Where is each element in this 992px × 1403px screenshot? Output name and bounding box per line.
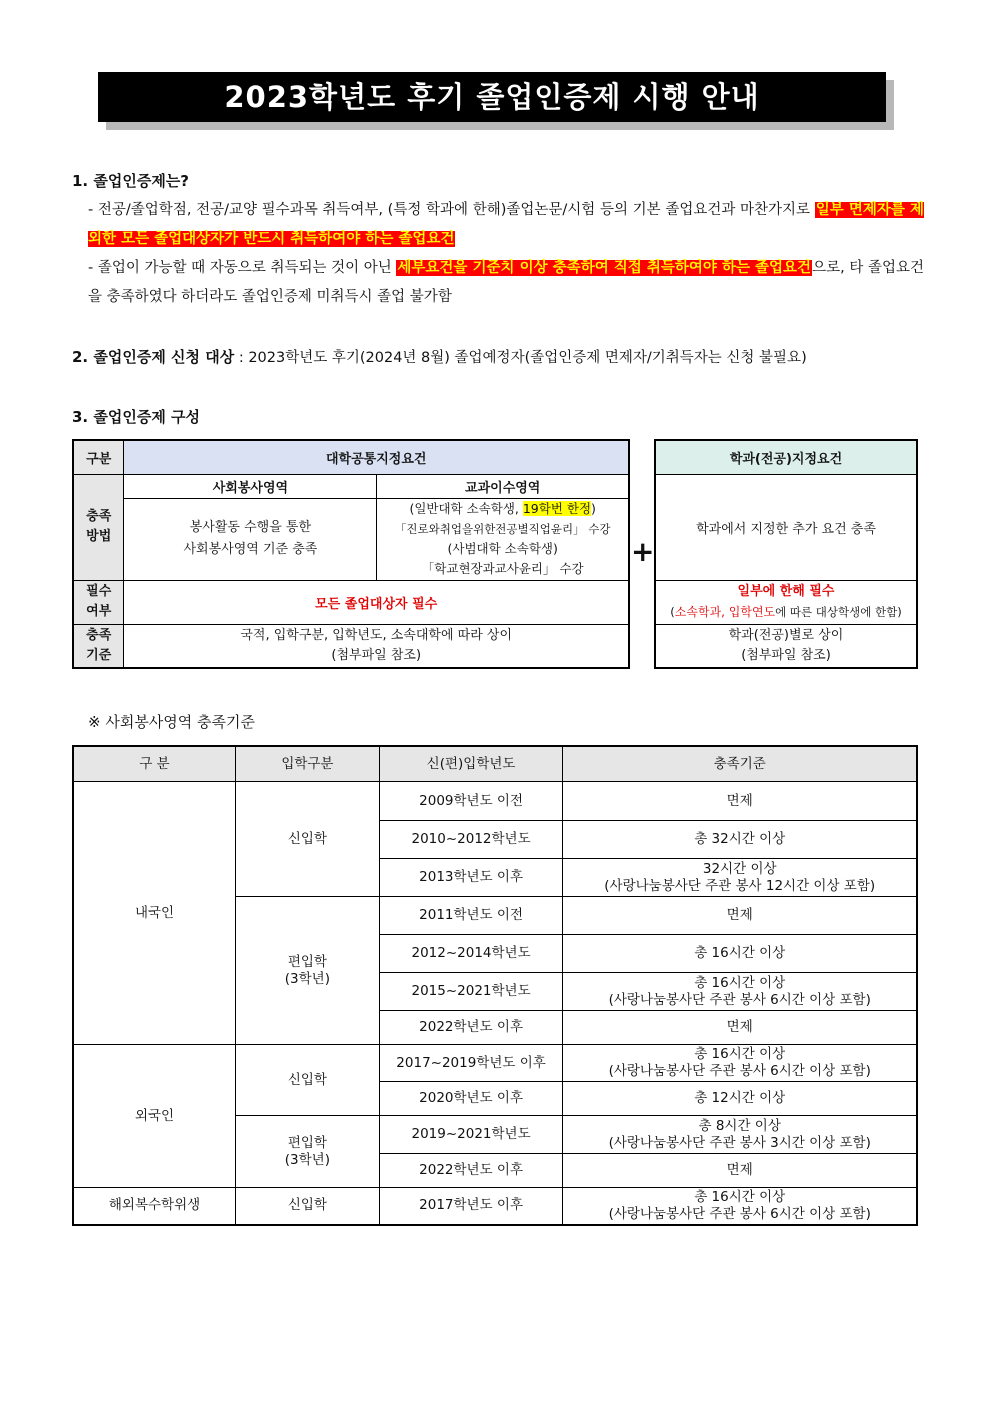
bullet2-highlight: 세부요건을 기준치 이상 충족하여 직접 취득하여야 하는 졸업요건 <box>397 260 812 276</box>
dept-requirements-table <box>654 439 918 669</box>
table-row-year: 2019~2021학년도 <box>379 1116 563 1154</box>
univ-criteria <box>124 624 629 668</box>
table-row-year: 2022학년도 이후 <box>379 1154 563 1188</box>
col-header-criteria: 충족기준 <box>563 746 917 782</box>
univ-required: 모든 졸업대상자 필수 <box>124 580 629 624</box>
section3-heading: 3. 졸업인증제 구성 <box>72 408 201 426</box>
course-line3: (사범대학 소속학생) <box>447 541 558 556</box>
section2-heading: 2. 졸업인증제 신청 대상 <box>72 348 235 366</box>
table-row-year: 2013학년도 이후 <box>379 859 563 897</box>
bullet1-text: - 전공/졸업학점, 전공/교양 필수과목 취득여부, (특정 학과에 한해)졸업논문/시험 등의 기본 졸업요건과 마찬가지로 <box>88 202 815 218</box>
cell-domestic: 내국인 <box>73 782 236 1045</box>
col-header-year: 신(편)입학년도 <box>379 746 563 782</box>
table-row-criteria: 면제 <box>563 1154 917 1188</box>
row-method-label: 충족 방법 <box>73 474 124 580</box>
plus-sign: + <box>631 535 655 568</box>
social-criteria-note: ※ 사회봉사영역 충족기준 <box>88 713 256 731</box>
header-social: 사회봉사영역 <box>124 474 377 498</box>
header-univ-common: 대학공통지정요건 <box>124 440 629 474</box>
table-row-year: 2012~2014학년도 <box>379 935 563 973</box>
dept-required <box>655 580 917 624</box>
title-banner <box>98 72 886 122</box>
course-year-highlight: 19학번 한정 <box>522 501 592 516</box>
table-row-criteria: 32시간 이상 (사랑나눔봉사단 주관 봉사 12시간 이상 포함) <box>563 859 917 897</box>
table-row-criteria: 총 16시간 이상 (사랑나눔봉사단 주관 봉사 6시간 이상 포함) <box>563 1045 917 1082</box>
table-row-year: 2010~2012학년도 <box>379 821 563 859</box>
header-gubun: 구분 <box>73 440 124 474</box>
section1-bullet2 <box>88 254 924 312</box>
social-method <box>124 498 377 580</box>
social-method-line2: 사회봉사영역 기준 충족 <box>183 542 318 557</box>
cell-foreign-new: 신입학 <box>236 1045 380 1116</box>
table-row-criteria: 총 32시간 이상 <box>563 821 917 859</box>
bullet2-tail: 으로, 타 졸업요건을 충족하였다 하더라도 졸업인증제 미취득시 졸업 불가함 <box>88 260 924 305</box>
section2-text: : 2023학년도 후기(2024년 8월) 졸업예정자(졸업인증제 면제자/기취득자는 신청 불필요) <box>234 350 807 366</box>
table-row-criteria: 총 16시간 이상 <box>563 935 917 973</box>
table-row-criteria: 면제 <box>563 782 917 821</box>
table-row-criteria: 총 12시간 이상 <box>563 1082 917 1116</box>
univ-criteria-line2: (첨부파일 참조) <box>331 647 422 663</box>
cell-foreign: 외국인 <box>73 1045 236 1188</box>
dept-required-text: 일부에 한해 필수 <box>737 584 835 599</box>
table-row-year: 2009학년도 이전 <box>379 782 563 821</box>
table-row-year: 2020학년도 이후 <box>379 1082 563 1116</box>
dept-criteria-line1: 학과(전공)별로 상이 <box>728 627 844 643</box>
bullet1-highlight: 일부 면제자를 제외한 모든 졸업대상자가 반드시 취득하여야 하는 졸업요건 <box>88 202 924 247</box>
dept-criteria-line2: (첨부파일 참조) <box>741 647 831 663</box>
table-row-criteria: 총 8시간 이상 (사랑나눔봉사단 주관 봉사 3시간 이상 포함) <box>563 1116 917 1154</box>
col-header-gubun: 구 분 <box>73 746 236 782</box>
section1-bullet1 <box>88 196 924 254</box>
univ-requirements-table <box>72 439 630 669</box>
row-criteria-label: 충족 기준 <box>73 624 124 668</box>
table-row-year: 2022학년도 이후 <box>379 1011 563 1045</box>
section2 <box>72 346 807 367</box>
table-row-criteria: 면제 <box>563 897 917 935</box>
cell-foreign-transfer: 편입학 (3학년) <box>236 1116 380 1188</box>
social-method-line1: 봉사활동 수행을 통한 <box>189 520 312 535</box>
header-course: 교과이수영역 <box>377 474 629 498</box>
col-header-admission: 입학구분 <box>236 746 380 782</box>
table-row-year: 2015~2021학년도 <box>379 973 563 1011</box>
table-row-criteria: 총 16시간 이상 (사랑나눔봉사단 주관 봉사 6시간 이상 포함) <box>563 973 917 1011</box>
dept-required-note: (소속학과, 입학연도에 따른 대상학생에 한함) <box>670 605 902 619</box>
dept-criteria <box>655 624 917 668</box>
course-line4: 「학교현장과교사윤리」 수강 <box>421 561 584 576</box>
course-line2: 「진로와취업을위한전공별직업윤리」 수강 <box>394 522 611 536</box>
table-row-year: 2017학년도 이후 <box>379 1188 563 1225</box>
social-criteria-table <box>72 745 918 1226</box>
table-row-year: 2017~2019학년도 이후 <box>379 1045 563 1082</box>
page-title: 2023학년도 후기 졸업인증제 시행 안내 <box>98 72 886 122</box>
header-dept: 학과(전공)지정요건 <box>655 440 917 474</box>
course-line1: (일반대학 소속학생, 19학번 한정) <box>409 501 596 516</box>
table-row-criteria: 총 16시간 이상 (사랑나눔봉사단 주관 봉사 6시간 이상 포함) <box>563 1188 917 1225</box>
course-method <box>377 498 629 580</box>
table-row-criteria: 면제 <box>563 1011 917 1045</box>
table-row-year: 2011학년도 이전 <box>379 897 563 935</box>
cell-overseas: 해외복수학위생 <box>73 1188 236 1225</box>
cell-overseas-new: 신입학 <box>236 1188 380 1225</box>
row-required-label: 필수 여부 <box>73 580 124 624</box>
univ-criteria-line1: 국적, 입학구분, 입학년도, 소속대학에 따라 상이 <box>240 627 513 643</box>
section1-heading: 1. 졸업인증제는? <box>72 172 189 190</box>
cell-domestic-new: 신입학 <box>236 782 380 897</box>
cell-domestic-transfer: 편입학 (3학년) <box>236 897 380 1045</box>
dept-method: 학과에서 지정한 추가 요건 충족 <box>655 474 917 580</box>
bullet2-text: - 졸업이 가능할 때 자동으로 취득되는 것이 아닌 <box>88 260 397 276</box>
